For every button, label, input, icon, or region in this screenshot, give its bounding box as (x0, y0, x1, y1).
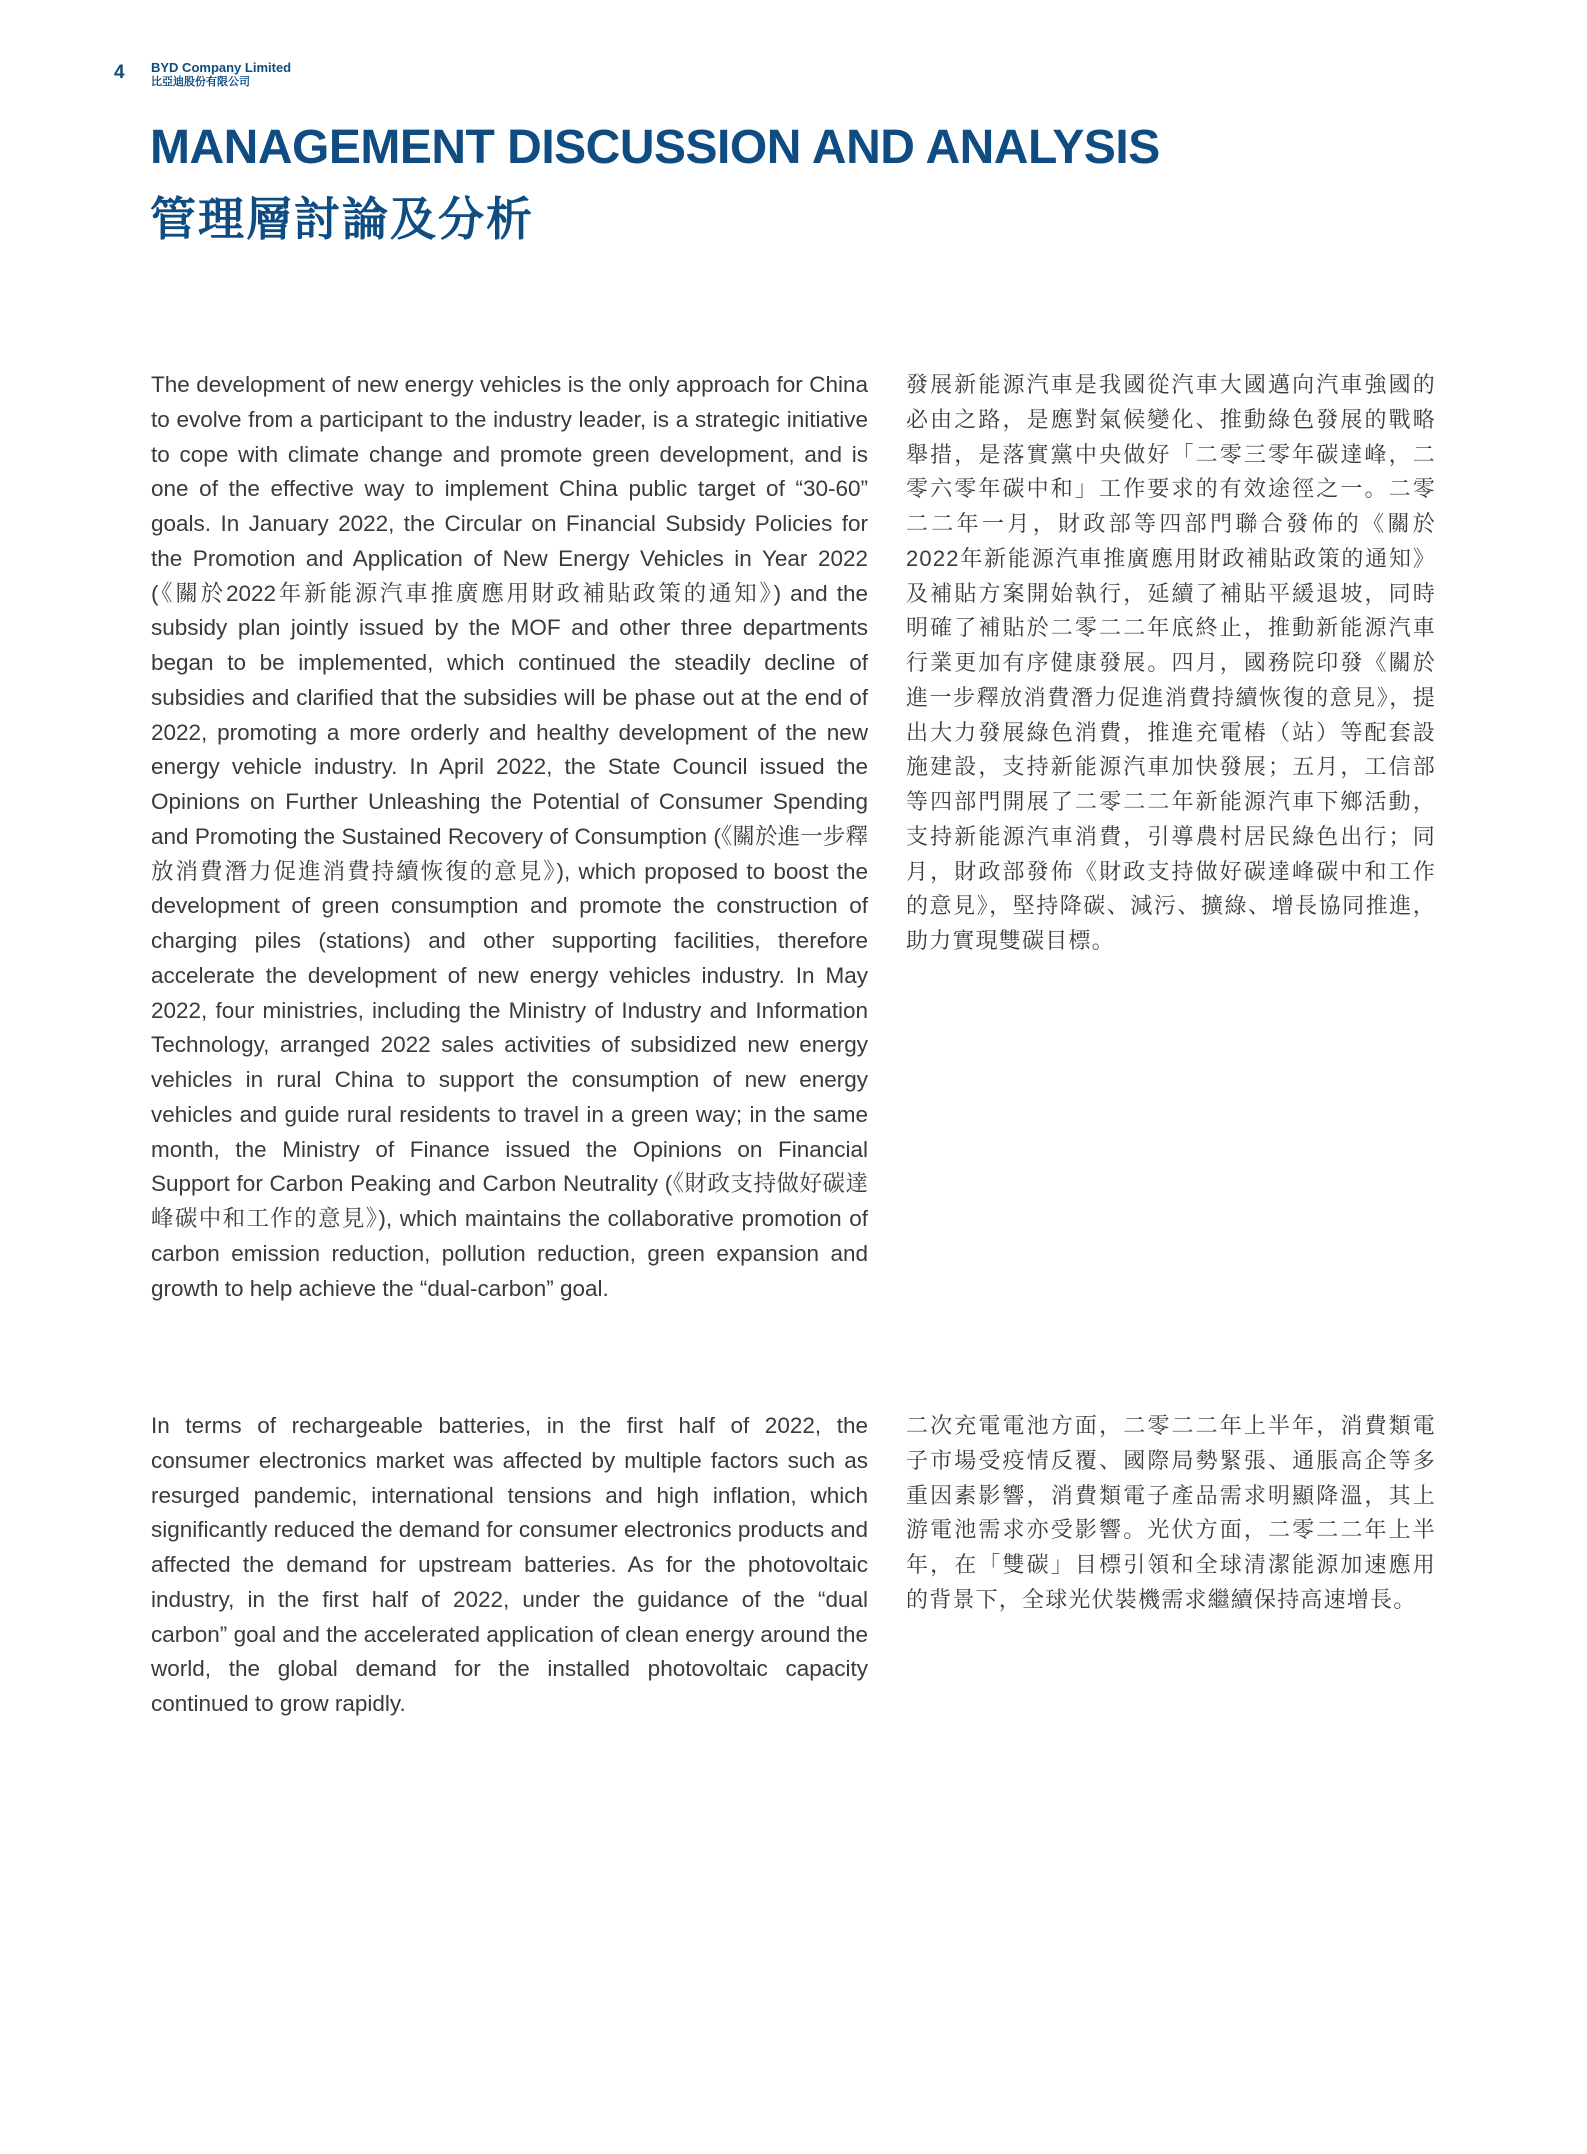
paragraph-batteries-zh: 二次充電電池方面，二零二二年上半年，消費類電子市場受疫情反覆、國際局勢緊張、通脹高企等多重因素影響，消費類電子產品需求明顯降溫，其上游電池需求亦受影響。光伏方面，二零二二年上半年，在「雙碳」目標引領和全球清潔能源加速應用的背景下，全球光伏裝機需求繼續保持高速增長。 (906, 1413, 1436, 1612)
paragraph-batteries-en: In terms of rechargeable batteries, in the first half of 2022, the consumer electronics market was affected by multiple factors such as resurged pandemic, international tensions and high inflation, which significantly reduced the demand for consumer electronics products and affected the demand for upstream batteries. As for the photovoltaic industry, in the first half of 2022, under the guidance of the “dual carbon” goal and the accelerated application of clean energy around the world, the global demand for the installed photovoltaic capacity continued to grow rapidly. (151, 1413, 868, 1716)
company-name (151, 60, 291, 90)
paragraph-nev-policy-en: The development of new energy vehicles is the only approach for China to evolve from a participant to the industry leader, is a strategic initiative to cope with climate change and promote green development, and is one of the effective way to implement China public target of “30-60” goals. In January 2022, the Circular on Financial Subsidy Policies for the Promotion and Application of New Energy Vehicles in Year 2022 (《關於2022年新能源汽車推廣應用財政補貼政策的通知》) and the subsidy plan jointly issued by the MOF and other three departments began to be implemented, which continued the steadily decline of subsidies and clarified that the subsidies will be phase out at the end of 2022, promoting a more orderly and healthy development of the new energy vehicle industry. In April 2022, the State Council issued the Opinions on Further Unleashing the Potential of Consumer Spending and Promoting the Sustained Recovery of Consumption (《關於進一步釋放消費潛力促進消費持續恢復的意見》), which proposed to boost the development of green consumption and promote the construction of charging piles (stations) and other supporting facilities, therefore accelerate the development of new energy vehicles industry. In May 2022, four ministries, including the Ministry of Industry and Information Technology, arranged 2022 sales activities of subsidized new energy vehicles in rural China to support the consumption of new energy vehicles and guide rural residents to travel in a green way; in the same month, the Ministry of Finance issued the Opinions on Financial Support for Carbon Peaking and Carbon Neutrality (《財政支持做好碳達峰碳中和工作的意見》), which maintains the collaborative promotion of carbon emission reduction, pollution reduction, green expansion and growth to help achieve the “dual-carbon” goal. (151, 372, 868, 1301)
company-name-en: BYD Company Limited (151, 60, 292, 75)
paragraph-nev-policy-zh: 發展新能源汽車是我國從汽車大國邁向汽車強國的必由之路，是應對氣候變化、推動綠色發展的戰略舉措，是落實黨中央做好「二零三零年碳達峰，二零六零年碳中和」工作要求的有效途徑之一。二零二二年一月，財政部等四部門聯合發佈的《關於2022年新能源汽車推廣應用財政補貼政策的通知》及補貼方案開始執行，延續了補貼平緩退坡，同時明確了補貼於二零二二年底終止，推動新能源汽車行業更加有序健康發展。四月，國務院印發《關於進一步釋放消費潛力促進消費持續恢復的意見》，提出大力發展綠色消費，推進充電樁（站）等配套設施建設，支持新能源汽車加快發展；五月，工信部等四部門開展了二零二二年新能源汽車下鄉活動，支持新能源汽車消費，引導農村居民綠色出行；同月，財政部發佈《財政支持做好碳達峰碳中和工作的意見》，堅持降碳、減污、擴綠、增長協同推進，助力實現雙碳目標。 (906, 372, 1436, 953)
page-title-en: MANAGEMENT DISCUSSION AND ANALYSIS (150, 121, 1160, 174)
company-name-zh: 比亞迪股份有限公司 (151, 76, 250, 88)
page-title-zh: 管理層討論及分析 (150, 193, 534, 245)
page-number: 4 (114, 62, 125, 83)
